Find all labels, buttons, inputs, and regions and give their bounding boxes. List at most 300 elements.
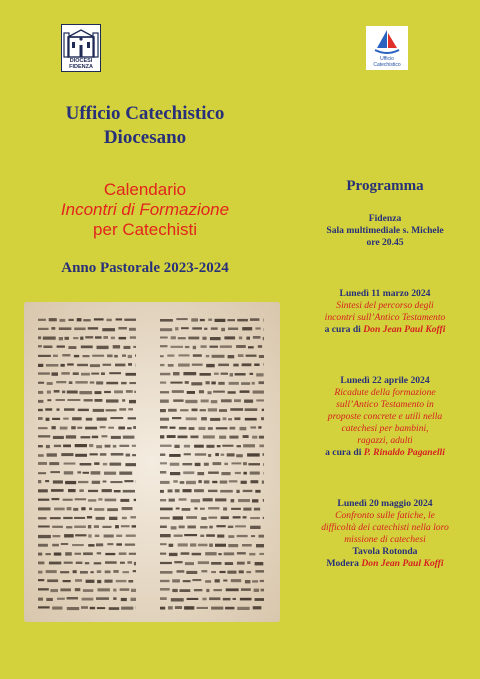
manuscript-glyph	[114, 390, 123, 393]
manuscript-glyph	[53, 480, 63, 483]
manuscript-glyph	[122, 399, 125, 402]
manuscript-glyph	[235, 472, 241, 474]
manuscript-glyph	[91, 571, 94, 573]
manuscript-glyph	[264, 363, 265, 366]
manuscript-glyph	[80, 571, 88, 574]
manuscript-glyph	[171, 346, 184, 348]
manuscript-glyph	[160, 588, 170, 591]
manuscript-glyph	[259, 436, 264, 439]
manuscript-glyph	[246, 355, 257, 357]
manuscript-glyph	[75, 534, 86, 536]
manuscript-glyph	[160, 382, 166, 384]
manuscript-glyph	[89, 508, 92, 511]
manuscript-glyph	[101, 372, 105, 375]
manuscript-glyph	[38, 480, 41, 483]
manuscript-glyph	[160, 508, 173, 511]
manuscript-glyph	[129, 328, 136, 331]
manuscript-glyph	[62, 391, 65, 394]
manuscript-glyph	[133, 346, 136, 348]
event-date: Lunedì 22 aprile 2024	[340, 375, 430, 386]
manuscript-glyph	[186, 516, 197, 519]
manuscript-glyph	[73, 508, 78, 511]
manuscript-glyph	[254, 508, 260, 511]
manuscript-glyph	[97, 552, 101, 554]
manuscript-glyph	[38, 382, 44, 384]
manuscript-glyph	[178, 543, 188, 546]
manuscript-glyph	[170, 463, 180, 466]
manuscript-glyph	[110, 417, 123, 419]
manuscript-glyph	[256, 399, 264, 401]
manuscript-glyph	[128, 408, 133, 410]
manuscript-glyph	[228, 535, 234, 538]
manuscript-glyph	[221, 373, 228, 375]
manuscript-glyph	[208, 319, 212, 321]
manuscript-glyph	[206, 445, 214, 448]
pastoral-year: Anno Pastorale 2023-2024	[61, 260, 229, 276]
manuscript-glyph	[106, 409, 117, 411]
manuscript-glyph	[172, 579, 180, 582]
manuscript-glyph	[94, 525, 99, 528]
manuscript-glyph	[241, 588, 251, 591]
manuscript-glyph	[217, 445, 221, 447]
manuscript-glyph	[52, 607, 62, 610]
sailboat-icon	[366, 28, 408, 58]
manuscript-glyph	[243, 462, 247, 465]
manuscript-glyph	[88, 490, 98, 492]
manuscript-glyph	[167, 435, 176, 438]
manuscript-glyph	[238, 354, 244, 357]
manuscript-glyph	[237, 319, 248, 322]
manuscript-glyph	[179, 427, 187, 430]
manuscript-glyph	[49, 562, 61, 565]
hebrew-manuscript-image	[24, 302, 280, 622]
manuscript-glyph	[192, 409, 198, 412]
manuscript-glyph	[38, 517, 47, 519]
manuscript-glyph	[105, 561, 117, 564]
manuscript-glyph	[222, 445, 233, 447]
manuscript-glyph	[88, 525, 91, 528]
manuscript-glyph	[228, 355, 235, 358]
manuscript-glyph	[68, 346, 76, 349]
event-desc-line: Ricadute della formazione	[334, 387, 436, 398]
manuscript-glyph	[66, 526, 72, 528]
office-line-2: Diocesano	[103, 127, 187, 148]
manuscript-glyph	[227, 319, 235, 321]
manuscript-glyph	[134, 391, 136, 393]
manuscript-glyph	[47, 453, 57, 456]
manuscript-glyph	[233, 516, 241, 518]
manuscript-glyph	[178, 337, 186, 339]
office-title	[40, 102, 250, 150]
manuscript-glyph	[167, 355, 174, 357]
manuscript-glyph	[221, 399, 232, 402]
diocese-logo-caption: DIOCESI FIDENZA	[69, 58, 93, 70]
manuscript-glyph	[50, 517, 61, 519]
manuscript-glyph	[128, 355, 132, 358]
manuscript-glyph	[103, 336, 108, 339]
manuscript-glyph	[103, 364, 112, 366]
manuscript-glyph	[188, 337, 199, 340]
manuscript-glyph	[261, 589, 264, 592]
manuscript-glyph	[38, 489, 48, 492]
manuscript-glyph	[95, 336, 102, 338]
manuscript-glyph	[47, 399, 51, 401]
manuscript-glyph	[255, 490, 260, 493]
manuscript-glyph	[97, 346, 109, 349]
manuscript-glyph	[211, 562, 221, 565]
manuscript-glyph	[65, 552, 72, 555]
manuscript-glyph	[120, 562, 125, 564]
manuscript-glyph	[224, 463, 228, 465]
manuscript-glyph	[249, 553, 255, 556]
manuscript-glyph	[160, 400, 169, 403]
manuscript-glyph	[253, 391, 264, 394]
manuscript-glyph	[258, 345, 262, 348]
manuscript-glyph	[113, 345, 120, 348]
manuscript-glyph	[241, 382, 250, 385]
manuscript-glyph	[174, 445, 179, 448]
manuscript-glyph	[243, 472, 247, 475]
manuscript-glyph	[113, 589, 116, 592]
manuscript-glyph	[160, 391, 169, 393]
manuscript-glyph	[209, 544, 213, 547]
manuscript-glyph	[51, 489, 64, 492]
manuscript-glyph	[245, 580, 251, 583]
manuscript-glyph	[54, 553, 62, 556]
manuscript-glyph	[173, 480, 178, 483]
manuscript-glyph	[126, 535, 136, 537]
manuscript-glyph	[67, 399, 80, 401]
manuscript-glyph	[258, 426, 261, 429]
manuscript-glyph	[52, 426, 56, 429]
manuscript-glyph	[119, 408, 126, 411]
manuscript-glyph	[252, 580, 258, 582]
manuscript-glyph	[206, 381, 210, 384]
manuscript-glyph	[105, 571, 111, 574]
event-extra: Tavola Rotonda	[352, 546, 418, 557]
manuscript-glyph	[68, 489, 76, 492]
manuscript-glyph	[243, 444, 255, 447]
manuscript-glyph	[106, 399, 119, 402]
manuscript-glyph	[85, 336, 93, 338]
manuscript-glyph	[57, 346, 65, 348]
manuscript-glyph	[111, 337, 115, 340]
manuscript-glyph	[170, 427, 176, 429]
manuscript-glyph	[113, 445, 117, 448]
manuscript-glyph	[38, 462, 47, 465]
manuscript-glyph	[38, 400, 43, 403]
manuscript-glyph	[125, 544, 135, 546]
manuscript-glyph	[131, 589, 136, 592]
manuscript-glyph	[173, 399, 183, 402]
manuscript-glyph	[122, 507, 133, 510]
manuscript-glyph	[176, 318, 187, 320]
manuscript-glyph	[208, 454, 211, 457]
manuscript-glyph	[193, 354, 202, 357]
manuscript-glyph	[52, 418, 60, 420]
manuscript-glyph	[189, 427, 195, 430]
manuscript-glyph	[229, 436, 238, 439]
manuscript-glyph	[134, 499, 136, 501]
manuscript-glyph	[259, 553, 264, 555]
manuscript-glyph	[122, 355, 126, 357]
manuscript-glyph	[240, 390, 250, 393]
manuscript-glyph	[182, 463, 192, 465]
manuscript-glyph	[115, 525, 119, 528]
manuscript-glyph	[121, 598, 127, 601]
manuscript-glyph	[220, 481, 228, 484]
manuscript-glyph	[250, 472, 260, 475]
manuscript-glyph	[223, 580, 227, 582]
manuscript-glyph	[247, 561, 250, 564]
manuscript-glyph	[180, 481, 185, 484]
manuscript-glyph	[259, 535, 265, 538]
manuscript-glyph	[177, 570, 185, 573]
manuscript-glyph	[111, 453, 124, 456]
manuscript-glyph	[203, 498, 213, 501]
event-by-prefix: a cura di	[325, 447, 362, 458]
manuscript-glyph	[218, 382, 224, 385]
event-by-prefix: Modera	[326, 558, 359, 569]
manuscript-glyph	[72, 544, 84, 546]
manuscript-glyph	[127, 427, 132, 429]
manuscript-glyph	[75, 444, 87, 447]
manuscript-glyph	[56, 399, 66, 401]
manuscript-glyph	[104, 391, 111, 393]
manuscript-glyph	[133, 426, 136, 429]
manuscript-glyph	[160, 426, 168, 429]
manuscript-glyph	[160, 517, 170, 519]
event-speaker: Don Jean Paul Koffi	[363, 324, 446, 335]
manuscript-glyph	[119, 552, 127, 555]
manuscript-glyph	[61, 372, 69, 375]
manuscript-glyph	[220, 490, 233, 493]
manuscript-glyph	[93, 409, 104, 412]
manuscript-glyph	[208, 391, 212, 394]
manuscript-glyph	[160, 499, 166, 501]
manuscript-glyph	[60, 319, 66, 322]
manuscript-glyph	[168, 606, 173, 609]
manuscript-glyph	[109, 607, 120, 610]
manuscript-glyph	[81, 373, 90, 376]
manuscript-glyph	[102, 489, 112, 492]
event-date: Lunedì 20 maggio 2024	[337, 498, 433, 509]
manuscript-glyph	[188, 526, 196, 529]
manuscript-glyph	[224, 552, 235, 555]
manuscript-glyph	[170, 472, 180, 475]
manuscript-glyph	[184, 606, 194, 609]
manuscript-glyph	[211, 571, 216, 573]
manuscript-glyph	[259, 355, 264, 358]
manuscript-glyph	[238, 499, 250, 502]
manuscript-glyph	[103, 463, 107, 466]
manuscript-glyph	[92, 436, 98, 439]
manuscript-glyph	[201, 345, 207, 348]
manuscript-glyph	[64, 471, 73, 474]
manuscript-glyph	[255, 570, 264, 573]
manuscript-glyph	[226, 588, 239, 591]
manuscript-glyph	[38, 535, 51, 538]
manuscript-glyph	[75, 454, 87, 457]
manuscript-glyph	[88, 534, 91, 537]
manuscript-glyph	[181, 552, 190, 555]
manuscript-glyph	[97, 607, 105, 609]
manuscript-glyph	[251, 480, 259, 483]
manuscript-glyph	[65, 481, 76, 484]
manuscript-glyph	[128, 363, 132, 366]
manuscript-glyph	[97, 580, 101, 583]
manuscript-glyph	[95, 399, 103, 402]
manuscript-glyph	[235, 373, 246, 375]
manuscript-glyph	[107, 319, 112, 322]
manuscript-glyph	[105, 499, 117, 502]
manuscript-glyph	[171, 336, 176, 339]
manuscript-glyph	[90, 381, 95, 383]
manuscript-glyph	[256, 544, 264, 547]
manuscript-glyph	[200, 409, 206, 411]
diocese-logo	[61, 24, 101, 72]
manuscript-glyph	[200, 319, 205, 321]
manuscript-glyph	[160, 597, 167, 600]
manuscript-glyph	[61, 453, 73, 456]
manuscript-glyph	[74, 355, 79, 357]
manuscript-glyph	[80, 337, 83, 340]
manuscript-glyph	[43, 337, 56, 340]
manuscript-glyph	[246, 337, 250, 340]
manuscript-glyph	[186, 481, 196, 484]
manuscript-glyph	[103, 481, 107, 483]
manuscript-glyph	[67, 363, 74, 365]
manuscript-glyph	[77, 364, 88, 366]
manuscript-glyph	[255, 562, 264, 565]
manuscript-glyph	[206, 355, 210, 357]
manuscript-glyph	[228, 544, 238, 547]
manuscript-glyph	[94, 562, 102, 564]
manuscript-glyph	[201, 400, 209, 403]
manuscript-glyph	[204, 463, 209, 466]
manuscript-glyph	[221, 454, 225, 456]
manuscript-glyph	[115, 364, 125, 367]
manuscript-glyph	[46, 570, 57, 573]
manuscript-glyph	[216, 525, 225, 527]
manuscript-glyph	[251, 535, 255, 537]
manuscript-glyph	[38, 588, 49, 590]
manuscript-glyph	[184, 445, 190, 448]
manuscript-glyph	[203, 435, 215, 438]
manuscript-glyph	[38, 553, 42, 556]
manuscript-glyph	[90, 364, 100, 367]
manuscript-glyph	[74, 526, 86, 529]
manuscript-glyph	[38, 499, 49, 501]
manuscript-glyph	[100, 453, 107, 456]
manuscript-glyph	[92, 481, 100, 484]
manuscript-glyph	[66, 435, 76, 438]
manuscript-glyph	[173, 372, 180, 375]
manuscript-glyph	[105, 553, 115, 555]
manuscript-glyph	[83, 589, 93, 592]
manuscript-glyph	[237, 552, 246, 554]
manuscript-glyph	[179, 354, 190, 356]
manuscript-glyph	[96, 597, 109, 600]
manuscript-glyph	[130, 516, 136, 518]
manuscript-glyph	[219, 436, 226, 439]
manuscript-glyph	[201, 417, 207, 420]
manuscript-glyph	[211, 400, 218, 403]
manuscript-glyph	[124, 480, 133, 482]
manuscript-glyph	[243, 516, 247, 518]
manuscript-glyph	[201, 570, 207, 572]
manuscript-glyph	[38, 391, 43, 394]
manuscript-glyph	[160, 471, 166, 474]
manuscript-glyph	[63, 580, 71, 582]
manuscript-glyph	[183, 471, 194, 474]
event-speaker: P. Rinaldo Paganelli	[363, 447, 445, 458]
manuscript-glyph	[173, 516, 183, 519]
manuscript-glyph	[228, 328, 238, 331]
manuscript-glyph	[64, 562, 73, 564]
manuscript-glyph	[102, 328, 115, 331]
manuscript-glyph	[80, 463, 92, 466]
manuscript-glyph	[179, 498, 187, 500]
manuscript-glyph	[243, 490, 253, 492]
manuscript-glyph	[218, 364, 229, 367]
program-title: Programma	[346, 178, 424, 194]
manuscript-glyph	[47, 391, 51, 394]
manuscript-glyph	[260, 580, 264, 582]
manuscript-glyph	[83, 472, 89, 474]
manuscript-glyph	[104, 535, 114, 538]
manuscript-glyph	[107, 508, 118, 511]
manuscript-glyph	[220, 571, 226, 573]
event-speaker: Don Jean Paul Koffi	[361, 558, 444, 569]
manuscript-glyph	[38, 364, 43, 367]
manuscript-glyph	[204, 328, 207, 330]
manuscript-glyph	[124, 346, 131, 349]
manuscript-glyph	[96, 517, 105, 520]
manuscript-glyph	[77, 318, 82, 321]
manuscript-glyph	[200, 526, 208, 529]
manuscript-glyph	[160, 490, 164, 493]
calendar-heading	[20, 180, 270, 240]
manuscript-glyph	[254, 589, 260, 592]
manuscript-glyph	[168, 364, 174, 367]
manuscript-glyph	[126, 373, 137, 376]
event-desc-line: Confronto sulle fatiche, le	[335, 510, 435, 521]
manuscript-glyph	[242, 544, 252, 547]
location-city: Fidenza	[368, 213, 402, 224]
manuscript-glyph	[212, 355, 225, 358]
manuscript-glyph	[121, 382, 127, 384]
manuscript-glyph	[255, 327, 260, 329]
manuscript-glyph	[38, 355, 51, 357]
manuscript-glyph	[232, 462, 242, 464]
manuscript-glyph	[87, 516, 92, 518]
manuscript-glyph	[227, 571, 236, 574]
manuscript-glyph	[82, 598, 94, 601]
manuscript-glyph	[195, 463, 201, 466]
manuscript-glyph	[160, 319, 173, 322]
manuscript-glyph	[81, 606, 88, 609]
manuscript-glyph	[38, 544, 48, 547]
manuscript-glyph	[213, 589, 222, 591]
manuscript-glyph	[216, 427, 228, 429]
manuscript-glyph	[208, 472, 219, 474]
manuscript-glyph	[230, 373, 233, 376]
manuscript-glyph	[84, 399, 93, 401]
manuscript-glyph	[237, 607, 250, 610]
manuscript-glyph	[201, 517, 207, 520]
manuscript-glyph	[169, 553, 178, 556]
